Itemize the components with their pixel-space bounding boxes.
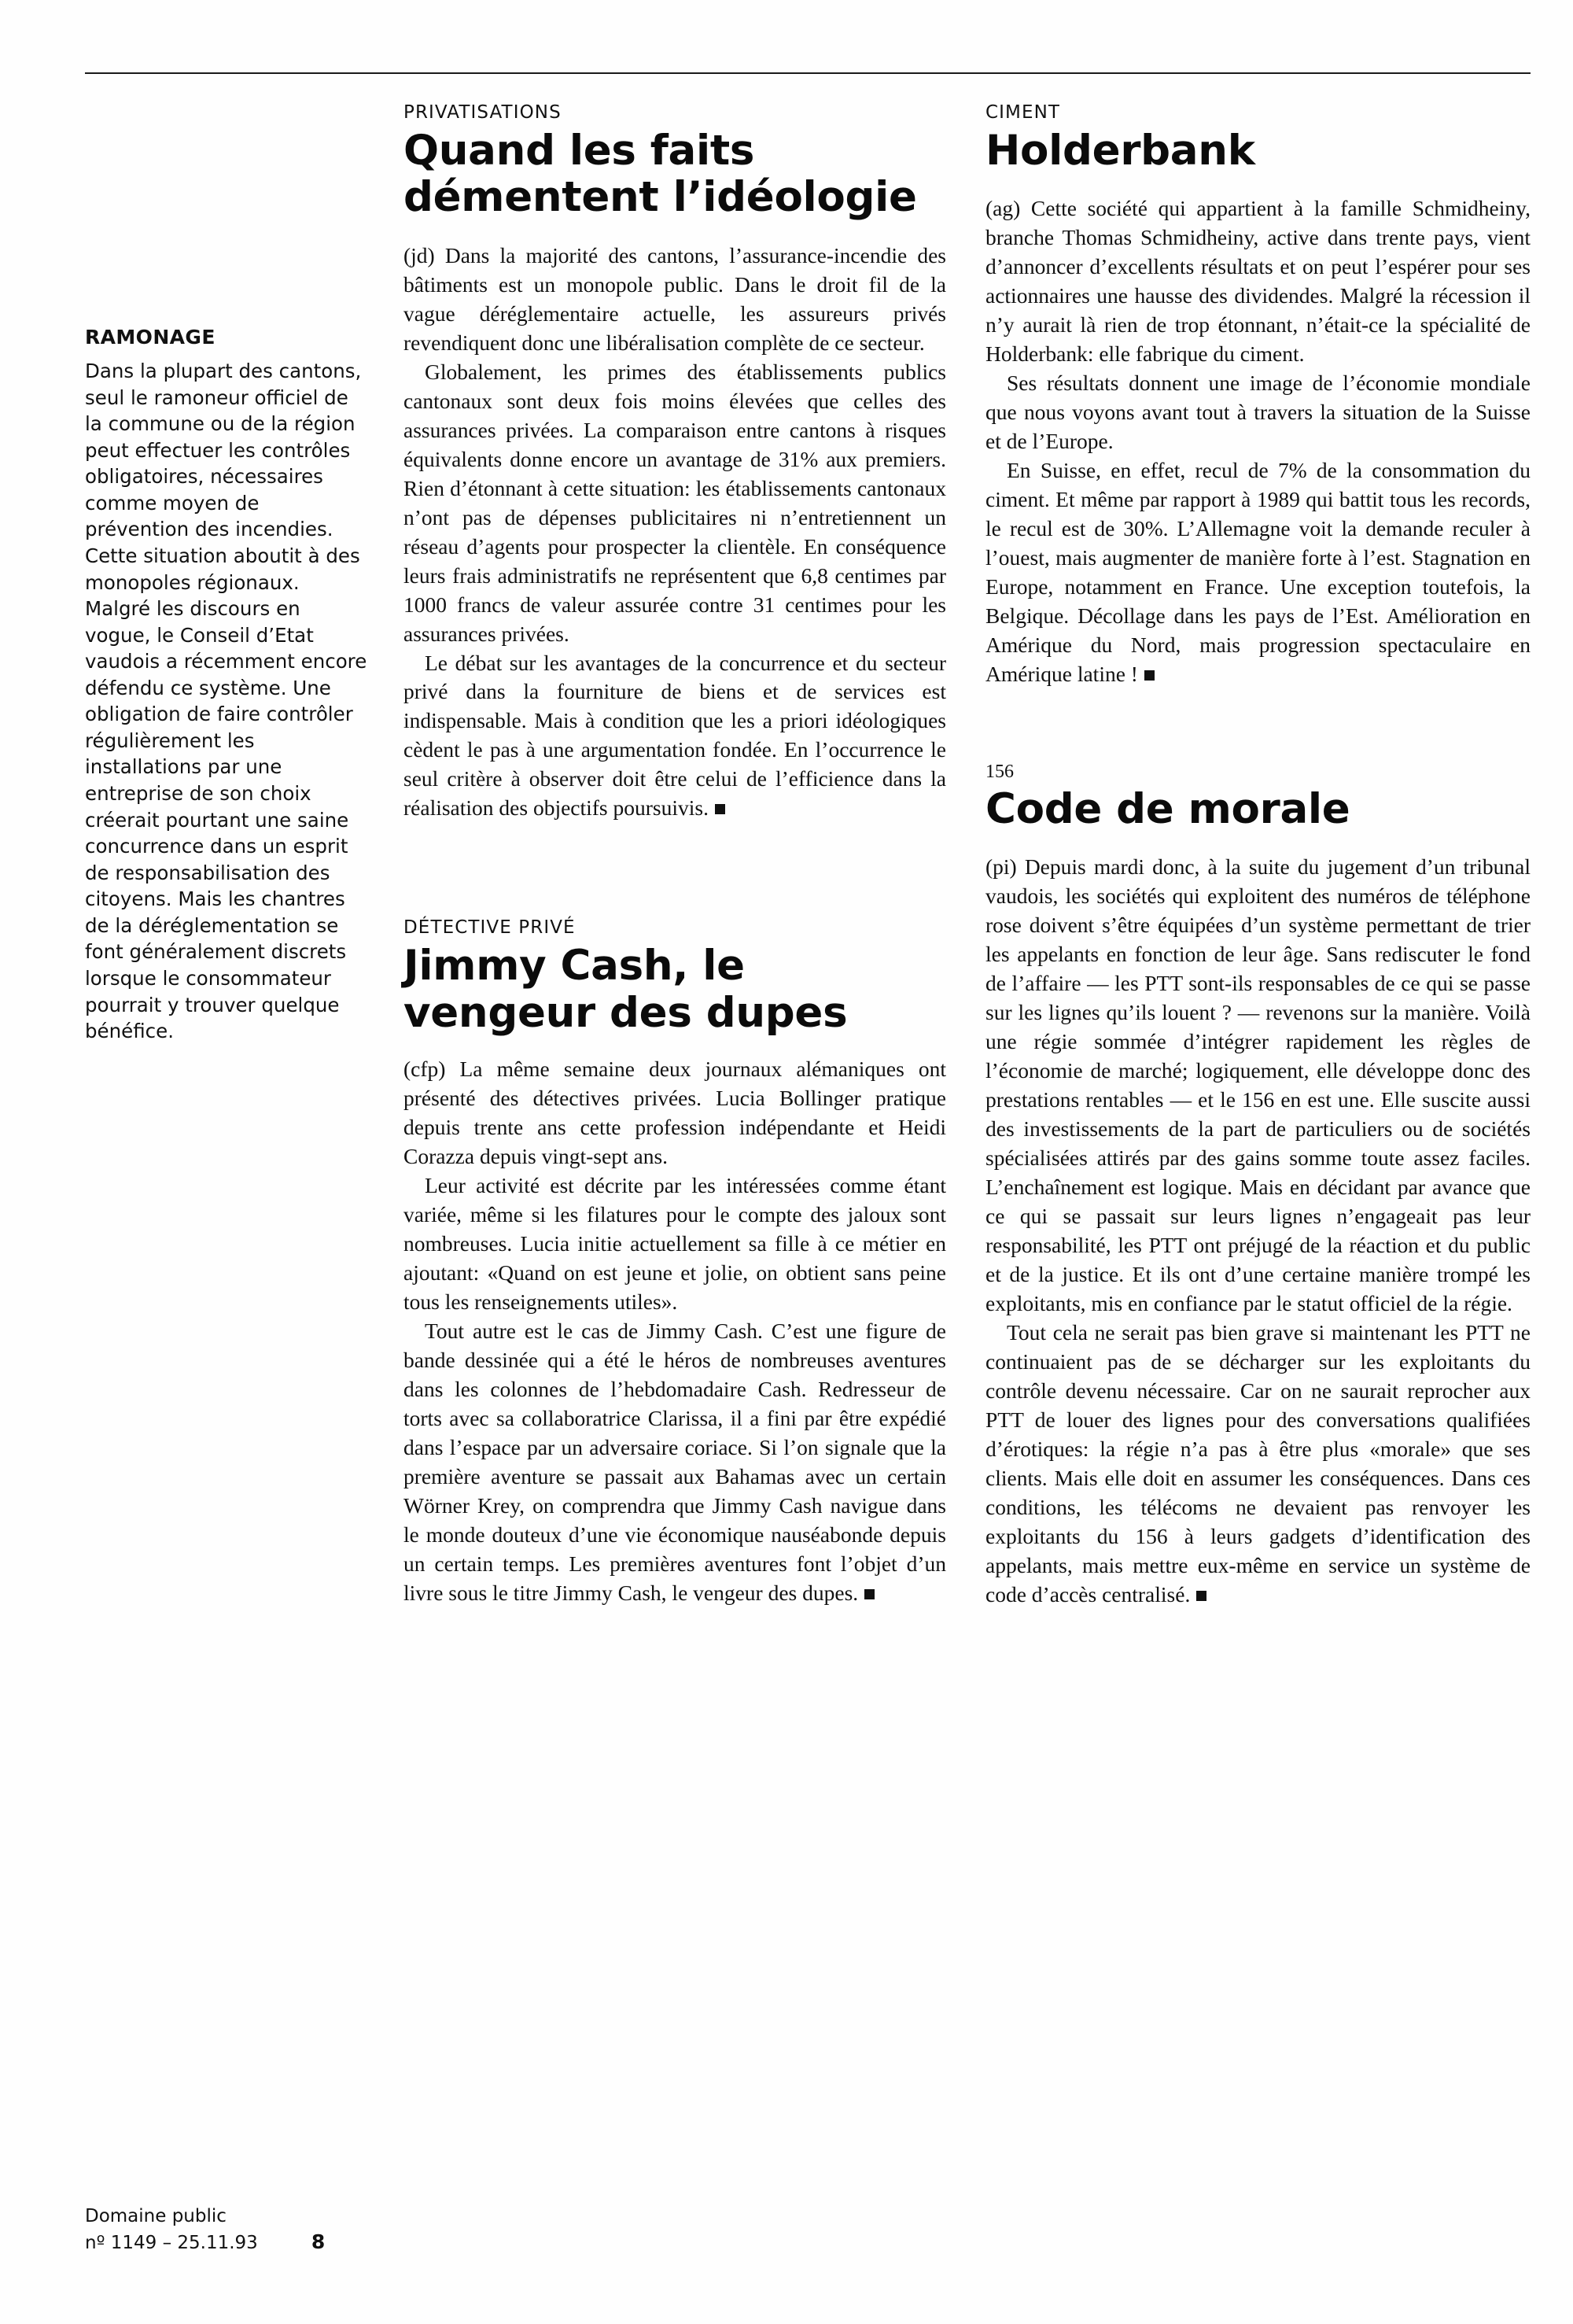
paragraph-text: En Suisse, en effet, recul de 7% de la consommation du ciment. Et même par rapport à 1989 qui battit tous les records, le recul est de 30%. L’Allemagne voit la demande reculer à l’ouest, mais augmenter de manière forte à l’est. Stagnation en Europe, notamment en France. Une exception toutefois, la Belgique. Décollage dans les pays de l’Est. Amélioration en Amérique du Nord, mais progression spectaculaire en Amérique latine ! xyxy=(985,458,1531,687)
column-spacer xyxy=(985,689,1531,762)
page-number: 8 xyxy=(311,2230,326,2253)
article-paragraph: (pi) Depuis mardi donc, à la suite du jugement d’un tribunal vaudois, les sociétés qui exploitent des numéros de téléphone rose doivent s’être équipées d’un système permettant de trier les appelants en fonction de leur âge. Sans rediscuter le fond de l’affaire — les PTT sont-ils responsables de ce qui se passe sur les lignes qu’ils louent ? — revenons sur la manière. Voilà une régie sommée d’intégrer rapidement les règles de l’économie de marché; logiquement, elle développe donc des prestations rentables — et le 156 en est une. Elle suscite aussi des investissements de la part de particuliers ou de sociétés spécialisées attirés par des gains somme toute assez faciles. L’enchaînement est logique. Mais en décidant par avance que ce qui se passait sur leurs lignes n’engageait pas leur responsabilité, les PTT ont préjugé de la réaction et du public et de la justice. Et ils ont d’une certaine manière trompé les exploitants, mis en confiance par le statut officiel de la régie. xyxy=(985,854,1531,1316)
publication-name: Domaine public xyxy=(85,2206,227,2227)
article-headline: Holderbank xyxy=(985,127,1255,175)
article-paragraph: (jd) Dans la majorité des cantons, l’assurance-incendie des bâtiments est un monopole public. Dans le droit fil de la vague déréglementaire actuelle, les assureurs privés revendiquent donc une libéralisation complète de ce secteur. xyxy=(403,242,946,355)
article-paragraph: (cfp) La même semaine deux journaux alémaniques ont présenté des détectives privées. Lucia Bollinger pratique depuis trente ans cette profession indépendante et Heidi Corazza depuis vingt-sept ans. xyxy=(403,1057,946,1169)
column-spacer xyxy=(403,823,946,917)
issue-number: nº 1149 – 25.11.93 xyxy=(85,2232,258,2253)
paragraph-text: Le débat sur les avantages de la concurrence et du secteur privé dans la fourniture de biens et de services est indispensable. Mais à condition que les a priori idéologiques cèdent le pas à une argumentation fondée. En l’occurrence le seul critère à observer doit être celui de l’efficience dans la réalisation des objectifs poursuivis. xyxy=(403,650,946,821)
article-paragraph xyxy=(985,1319,1531,1610)
article-headline: Quand les faits démentent l’idéologie xyxy=(403,127,917,222)
article-code-morale xyxy=(985,762,1531,1610)
page-footer xyxy=(85,2204,384,2255)
end-mark-icon xyxy=(715,804,725,814)
article-detective xyxy=(403,917,946,1607)
article-kicker: CIMENT xyxy=(985,102,1061,123)
top-rule xyxy=(85,72,1531,74)
article-privatisations xyxy=(403,102,946,823)
article-paragraph: Leur activité est décrite par les intéressées comme étant variée, même si les filatures pour le compte des jaloux sont nombreuses. Lucia initie actuellement sa fille à ce métier en ajoutant: «Quand on est jeune et jolie, on obtient sans peine tous les renseignements utiles». xyxy=(403,1173,946,1314)
article-kicker: PRIVATISATIONS xyxy=(403,102,562,123)
article-headline: Jimmy Cash, le vengeur des dupes xyxy=(403,942,848,1037)
article-paragraph: (ag) Cette société qui appartient à la famille Schmidheiny, branche Thomas Schmidheiny, active dans trente pays, vient d’annoncer d’excellents résultats et on peut l’espérer pour ses actionnaires une hausse des dividendes. Malgré la récession il n’y aurait là rien de trop étonnant, n’était-ce la spécialité de Holderbank: elle fabrique du ciment. xyxy=(985,196,1531,367)
article-paragraph xyxy=(403,1317,946,1608)
column-middle xyxy=(403,102,946,1608)
paragraph-text: Tout autre est le cas de Jimmy Cash. C’est une figure de bande dessinée qui a été le héros de nombreuses aventures dans les colonnes de l’hebdomadaire Cash. Redresseur de torts avec sa collaboratrice Clarissa, il a fini par être expédié dans l’espace par un adversaire coriace. Si l’on signale que la première aventure se passait aux Bahamas avec un certain Wörner Krey, on comprendra que Jimmy Cash navigue dans le monde douteux d’une vie économique nauséabonde depuis un certain temps. Les premières aventures font l’objet d’un livre sous le titre Jimmy Cash, le vengeur des dupes. xyxy=(403,1318,946,1605)
sidebar-note xyxy=(85,326,368,1045)
article-paragraph: Globalement, les primes des établissements publics cantonaux sont deux fois moins élevées que celles des assurances privées. La comparaison entre cantons à risques équivalents donne encore un avantage de 31% aux premiers. Rien d’étonnant à cette situation: les établissements cantonaux n’ont pas de dépenses publicitaires ni n’entretiennent un réseau d’agents pour prospecter la clientèle. En conséquence leurs frais administratifs ne représentent que 6,8 centimes par 1000 francs de valeur assurée contre 31 centimes pour les assurances privées. xyxy=(403,359,946,646)
end-mark-icon xyxy=(1196,1591,1206,1601)
sidebar-text: Dans la plupart des cantons, seul le ramoneur officiel de la commune ou de la région peut effectuer les contrôles obligatoires, nécessaires comme moyen de prévention des incendies. Cette situation aboutit à des monopoles régionaux. Malgré les discours en vogue, le Conseil d’Etat vaudois a récemment encore défendu ce système. Une obligation de faire contrôler régulièrement les installations par une entreprise de son choix créerait pourtant une saine concurrence dans un esprit de responsabilisation des citoyens. Mais les chantres de la déréglementation se font généralement discrets lorsque le consommateur pourrait y trouver quelque bénéfice. xyxy=(85,360,367,1043)
article-paragraph xyxy=(403,649,946,824)
article-paragraph: Ses résultats donnent une image de l’économie mondiale que nous voyons avant tout à travers la situation de la Suisse et de l’Europe. xyxy=(985,371,1531,454)
end-mark-icon xyxy=(1144,670,1155,681)
article-kicker: 156 xyxy=(985,762,1014,783)
paragraph-text: Tout cela ne serait pas bien grave si maintenant les PTT ne continuaient pas de se décharger sur les exploitants du contrôle devenu nécessaire. Car on ne saurait reprocher aux PTT de louer des lignes pour des conversations qualifiées d’érotiques: la régie n’a pas à être plus «morale» que ses clients. Mais elle doit en assumer les conséquences. Dans ces conditions, les télécoms ne devaient pas renvoyer les exploitants du 156 à leurs gadgets d’identification des appelants, mais mettre eux-même en service un système de code d’accès centralisé. xyxy=(985,1320,1531,1607)
column-right xyxy=(985,102,1531,1610)
article-paragraph xyxy=(985,456,1531,689)
article-kicker: DÉTECTIVE PRIVÉ xyxy=(403,917,576,939)
article-headline: Code de morale xyxy=(985,785,1350,834)
end-mark-icon xyxy=(864,1589,875,1599)
sidebar-kicker: RAMONAGE xyxy=(85,326,216,349)
article-ciment xyxy=(985,102,1531,689)
footer-row xyxy=(85,2229,384,2255)
